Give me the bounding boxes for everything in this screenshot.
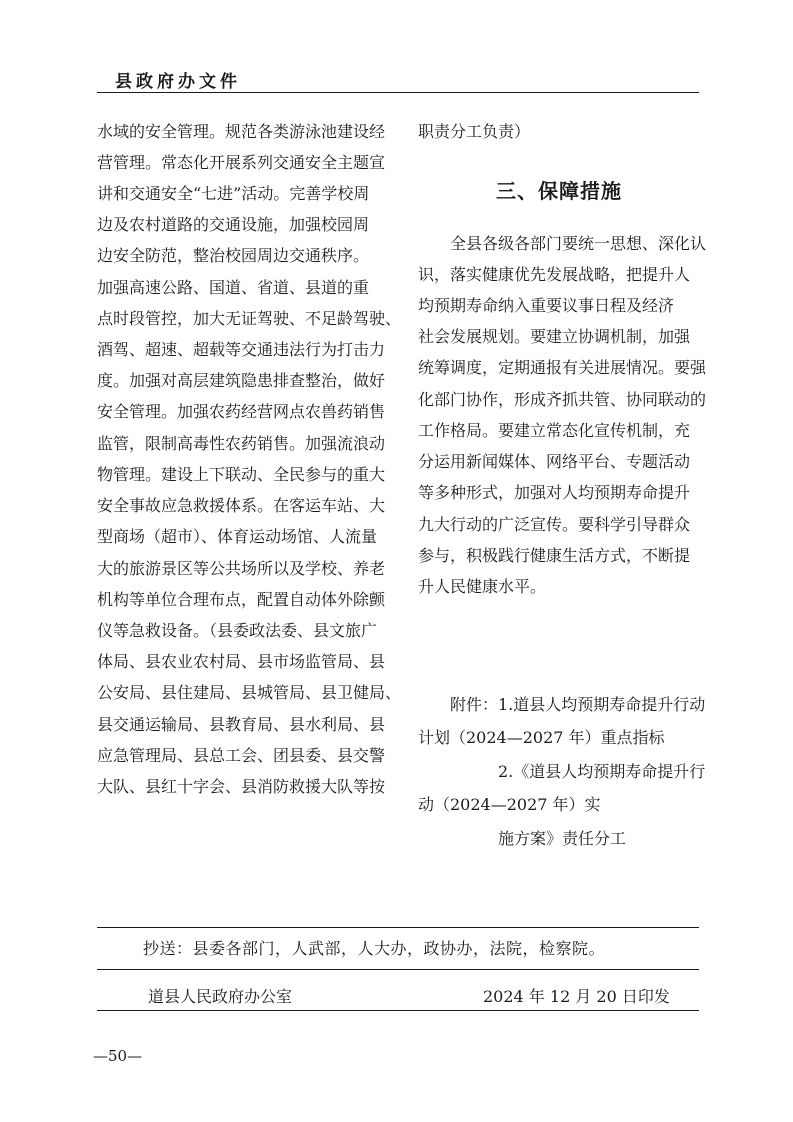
continuation-line: 职责分工负责）: [418, 122, 531, 141]
body-line: 化部门协作，形成齐抓共管、协同联动的: [418, 390, 707, 409]
body-line: 水域的安全管理。规范各类游泳池建设经: [97, 122, 386, 141]
body-line: 加强高速公路、国道、省道、县道的重: [97, 278, 370, 297]
section-heading: 三、保障措施: [496, 179, 622, 203]
body-line: 全县各级各部门要统一思想、深化认: [450, 234, 707, 253]
body-line: 体局、县农业农村局、县市场监管局、县: [97, 652, 386, 671]
attachment-line: 2.《道县人均预期寿命提升行: [498, 762, 706, 781]
issuing-office: 道县人民政府办公室: [148, 987, 293, 1006]
header-rule: [97, 92, 699, 93]
body-line: 监管，限制高毒性农药销售。加强流浪动: [97, 434, 386, 453]
body-line: 大队、县红十字会、县消防救援大队等按: [97, 777, 386, 796]
body-line: 安全事故应急救援体系。在客运车站、大: [97, 496, 386, 515]
cc-bottom-rule: [97, 969, 699, 970]
body-line: 边安全防范，整治校园周边交通秩序。: [97, 246, 370, 265]
body-line: 统筹调度，定期通报有关进展情况。要强: [418, 358, 707, 377]
body-line: 公安局、县住建局、县城管局、县卫健局、: [97, 683, 402, 702]
body-line: 酒驾、超速、超载等交通违法行为打击力: [97, 340, 386, 359]
body-line: 参与，积极践行健康生活方式，不断提: [418, 546, 691, 565]
body-line: 物管理。建设上下联动、全民参与的重大: [97, 465, 386, 484]
body-line: 点时段管控，加大无证驾驶、不足龄驾驶、: [97, 309, 402, 328]
body-line: 等多种形式，加强对人均预期寿命提升: [418, 483, 691, 502]
body-line: 均预期寿命纳入重要议事日程及经济: [418, 296, 675, 315]
body-line: 县交通运输局、县教育局、县水利局、县: [97, 715, 386, 734]
header-title: 县政府办文件: [115, 72, 241, 92]
body-line: 安全管理。加强农药经营网点农兽药销售: [97, 402, 386, 421]
body-line: 大的旅游景区等公共场所以及学校、养老: [97, 559, 386, 578]
body-line: 度。加强对高层建筑隐患排查整治，做好: [97, 371, 386, 390]
attachment-line: 附件：1.道县人均预期寿命提升行动: [450, 695, 706, 714]
body-line: 升人民健康水平。: [418, 577, 547, 596]
body-line: 识，落实健康优先发展战略，把提升人: [418, 265, 691, 284]
attachment-line: 施方案》责任分工: [498, 829, 627, 848]
body-line: 营管理。常态化开展系列交通安全主题宣: [97, 153, 386, 172]
body-line: 型商场（超市）、体育运动场馆、人流量: [97, 527, 378, 546]
attachment-line: 计划（2024—2027 年）重点指标: [418, 728, 665, 747]
body-line: 工作格局。要建立常态化宣传机制，充: [418, 421, 691, 440]
body-line: 社会发展规划。要建立协调机制，加强: [418, 327, 691, 346]
body-line: 机构等单位合理布点，配置自动体外除颤: [97, 590, 386, 609]
body-line: 分运用新闻媒体、网络平台、专题活动: [418, 452, 691, 471]
cc-line: 抄送：县委各部门，人武部，人大办，政协办，法院，检察院。: [143, 939, 606, 958]
body-line: 九大行动的广泛宣传。要科学引导群众: [418, 515, 691, 534]
page-number: —50—: [93, 1047, 143, 1065]
cc-top-rule: [97, 927, 699, 928]
body-line: 应急管理局、县总工会、团县委、县交警: [97, 746, 386, 765]
body-line: 讲和交通安全“七进”活动。完善学校周: [97, 184, 370, 203]
print-date: 2024 年 12 月 20 日印发: [483, 987, 670, 1006]
body-line: 仪等急救设备。（县委政法委、县文旅广: [97, 621, 378, 640]
footer-bottom-rule: [97, 1010, 699, 1011]
attachment-line: 动（2024—2027 年）实: [418, 795, 601, 814]
body-line: 边及农村道路的交通设施，加强校园周: [97, 215, 370, 234]
